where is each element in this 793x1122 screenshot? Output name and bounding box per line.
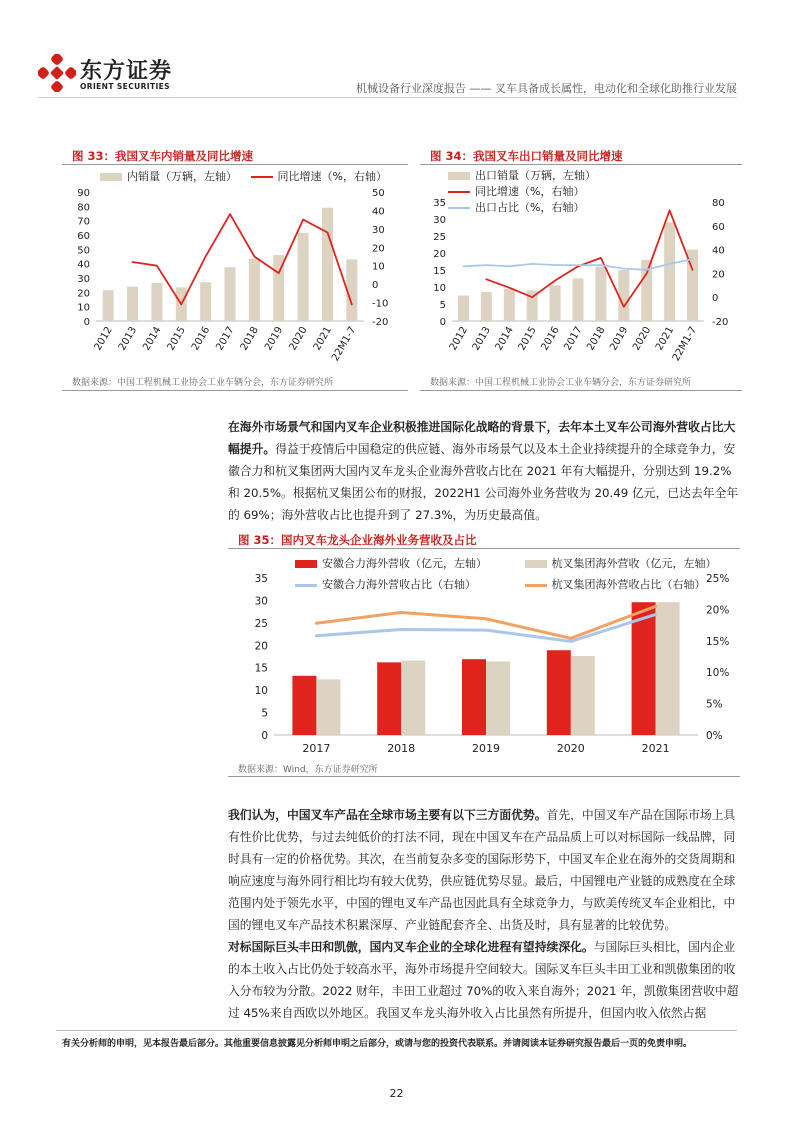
left-axis-tick-label: 30 [254,595,268,608]
left-axis-tick-label: 5 [439,300,446,311]
fig34-title-rule [420,164,742,165]
bar [298,233,309,321]
bar [486,661,510,735]
bar [316,679,340,735]
right-axis-tick-label: 40 [712,245,725,257]
bar [103,290,114,321]
x-tick-label: 2016 [539,325,562,353]
legend-label: 同比增速（%，右轴） [475,185,585,198]
x-tick-label: 2013 [116,325,140,353]
bar [481,292,492,321]
left-axis-tick-label: 20 [433,249,446,260]
series-line [133,214,352,304]
bar [618,270,629,321]
x-tick-label: 2014 [493,325,516,353]
right-axis-tick-label: -10 [372,298,389,310]
right-axis-tick-label: 20 [372,243,385,255]
orient-logo-icon [38,54,76,92]
disclaimer: 有关分析师的申明，见本报告最后部分。其他重要信息披露见分析师申明之后部分，或请与您的投资代表联系。并请阅读本证券研究报告最后一页的免责申明。 [62,1039,693,1049]
fig33-chart [62,180,408,365]
left-axis-tick-label: 30 [77,274,90,285]
legend-label: 内销量（万辆，左轴） [127,170,237,183]
right-axis-tick-label: 5% [706,698,723,711]
left-axis-tick-label: 25 [433,232,446,243]
legend-swatch [448,172,470,180]
x-tick-label: 22M1-7 [670,325,700,364]
left-axis-tick-label: 70 [77,216,90,228]
series-line [486,210,692,306]
right-axis-tick-label: 10% [706,667,730,680]
x-tick-label: 2021 [641,742,670,755]
bar [458,296,469,322]
bar [547,650,571,735]
left-axis-tick-label: 20 [77,288,90,300]
x-tick-label: 2016 [189,325,213,353]
series-line [464,259,693,270]
right-axis-tick-label: 40 [372,206,385,218]
right-axis-tick-label: 10 [372,261,385,273]
right-axis-tick-label: -20 [712,317,729,328]
x-tick-label: 2020 [631,325,654,353]
right-axis-tick-label: -20 [372,317,389,328]
left-axis-tick-label: 20 [254,640,268,653]
bar [462,659,486,735]
left-axis-tick-label: 15 [254,662,268,675]
x-tick-label: 2014 [141,325,164,353]
paragraph-2 [228,804,740,936]
paragraph-2-lead: 我们认为，中国叉车产品在全球市场主要有以下三方面优势。 [228,808,547,822]
left-axis-tick-label: 80 [77,202,90,214]
x-tick-label: 2017 [562,325,585,353]
x-tick-label: 2018 [585,325,608,353]
left-axis-tick-label: 0 [83,317,90,328]
page-number: 22 [389,1087,404,1100]
report-title: 机械设备行业深度报告 —— 叉车具备成长属性，电动化和全球化助推行业发展 [356,82,737,95]
bar [656,602,680,735]
left-axis-tick-label: 35 [254,573,268,585]
right-axis-tick-label: 25% [706,573,730,585]
fig33-title-rule [62,164,408,165]
bar [377,662,401,735]
logo-en: ORIENT SECURITIES [80,82,170,91]
right-axis-tick-label: 60 [712,221,725,233]
x-tick-label: 2019 [608,325,631,353]
bar [249,259,260,321]
fig35-title: 图 35：国内叉车龙头企业海外业务营收及占比 [238,533,477,547]
left-axis-tick-label: 10 [254,685,268,698]
legend-swatch [525,560,547,568]
left-axis-tick-label: 25 [254,617,268,630]
bar [151,283,162,321]
legend-swatch [251,176,273,178]
right-axis-tick-label: 0% [706,730,723,742]
paragraph-1 [228,416,740,526]
right-axis-tick-label: 0 [712,293,719,305]
right-axis-tick-label: 20 [712,269,725,281]
fig34-source: 数据来源：中国工程机械工业协会工业车辆分会，东方证券研究所 [430,378,692,388]
legend-swatch [295,560,317,568]
paragraph-3 [228,936,740,1024]
left-axis-tick-label: 5 [261,707,268,720]
right-axis-tick-label: 20% [706,604,730,617]
x-tick-label: 2012 [92,325,115,353]
legend-label: 杭叉集团海外营收（亿元，左轴） [551,557,717,570]
footer-divider [56,1030,737,1031]
paragraph-1-lead: 在海外市场景气和国内叉车企业积极推进国际化战略的背景下，去年本土叉车公司海外营收占比大幅提升。 [228,420,736,456]
legend-swatch [448,191,470,193]
x-tick-label: 2015 [165,325,188,353]
bar [664,222,675,321]
bar [550,285,561,321]
left-axis-tick-label: 60 [77,231,90,242]
fig33-bottom-rule [62,390,408,391]
left-axis-tick-label: 40 [77,259,90,271]
right-axis-tick-label: 0 [372,280,379,292]
fig35-chart [228,568,740,760]
x-tick-label: 2017 [214,325,237,353]
left-axis-tick-label: 50 [77,245,90,257]
x-tick-label: 2021 [311,325,335,353]
paragraph-2-body: 首先，中国叉车产品在国际市场上具有性价比优势，与过去纯低价的打法不同，现在中国叉车在产品品质上可以对标国际一线品牌，同时具有一定的价格优势。其次，在当前复杂多变的国际形势下，中国叉车企业在海外的交货周期和响应速度与海外同行相比均有较大优势，供应链优势尽显。最后，中国锂电产业链的成熟度在全球范围内处于领先水平，中国的锂电叉车产品也因此具有全球竞争力，与欧美传统叉车企业相比，中国的锂电叉车产品技术积累深厚、产业链配套齐全、出货及时，具有显著的比较优势。 [228,808,736,932]
x-tick-label: 2020 [287,325,310,353]
left-axis-tick-label: 0 [261,730,268,742]
header-divider [38,97,737,98]
x-tick-label: 2017 [302,742,331,755]
x-tick-label: 2013 [470,325,493,353]
fig35-source: 数据来源：Wind，东方证券研究所 [238,765,378,775]
x-tick-label: 22M1-7 [330,325,359,364]
bar [127,287,138,321]
bar [322,208,333,321]
bar [200,282,211,321]
bar [571,656,595,735]
bar [401,661,425,735]
paragraph-3-lead: 对标国际巨头丰田和凯傲，国内叉车企业的全球化进程有望持续深化。 [228,940,594,954]
bar [573,279,584,322]
right-axis-tick-label: 15% [706,635,730,648]
x-tick-label: 2015 [516,325,539,353]
paragraph-3-body: 与国际巨头相比，国内企业的本土收入占比仍处于较高水平，海外市场提升空间较大。国际叉车巨头丰田工业和凯傲集团的收入分布较为分散。2022 财年，丰田工业超过 70%的收入来自海外；2021 年，凯傲集团营收中超过 45%来自西欧以外地区。我国叉车龙头海外收入占比虽然有所提升，但国内收入依然占据 [228,940,739,1020]
left-axis-tick-label: 10 [433,283,446,294]
bar [292,676,316,735]
company-logo [38,52,188,102]
left-axis-tick-label: 15 [433,266,446,277]
fig33-source: 数据来源：中国工程机械工业协会工业车辆分会，东方证券研究所 [72,378,334,388]
left-axis-tick-label: 90 [77,188,90,199]
fig35-title-rule [228,548,740,549]
x-tick-label: 2020 [556,742,585,755]
right-axis-tick-label: 80 [712,198,725,209]
bar [225,267,236,321]
left-axis-tick-label: 30 [433,215,446,226]
paragraph-1-body: 得益于疫情后中国稳定的供应链、海外市场景气以及本土企业持续提升的全球竞争力，安徽合力和杭叉集团两大国内叉车龙头企业海外营收占比在 2021 年有大幅提升，分别达到 19.2% 和 20.5%。根据杭叉集团公布的财报，2022H1 公司海外业务营收为 20.49 亿元，已达去年全年的 69%；海外营收占比也提升到了 27.3%，为历史最高值。 [228,442,739,522]
bar [504,289,515,321]
x-tick-label: 2019 [472,742,500,755]
right-axis-tick-label: 50 [372,188,385,199]
legend-label: 同比增速（%，右轴） [277,170,387,183]
fig35-bottom-rule [228,776,740,777]
bar [595,267,606,321]
fig34-bottom-rule [420,390,742,391]
left-axis-tick-label: 0 [439,317,446,328]
x-tick-label: 2018 [238,325,261,353]
legend-label: 安徽合力海外营收（亿元，左轴） [322,557,487,570]
fig34-title: 图 34：我国叉车出口销量及同比增速 [430,149,623,163]
legend-label: 出口销量（万辆，左轴） [475,169,596,182]
legend-label: 出口占比（%，右轴） [475,201,585,214]
legend-label: 杭叉集团海外营收占比（右轴） [551,578,706,591]
left-axis-tick-label: 35 [433,198,446,209]
x-tick-label: 2018 [387,742,416,755]
bar [346,259,357,321]
fig33-title: 图 33：我国叉车内销量及同比增速 [72,149,254,163]
left-axis-tick-label: 10 [77,302,90,314]
logo-cn: 东方证券 [80,59,173,84]
x-tick-label: 2019 [263,325,286,353]
x-tick-label: 2012 [447,325,471,353]
fig34-chart [420,196,742,366]
x-tick-label: 2021 [653,325,677,353]
right-axis-tick-label: 30 [372,224,385,236]
legend-label: 安徽合力海外营收占比（右轴） [322,578,476,591]
